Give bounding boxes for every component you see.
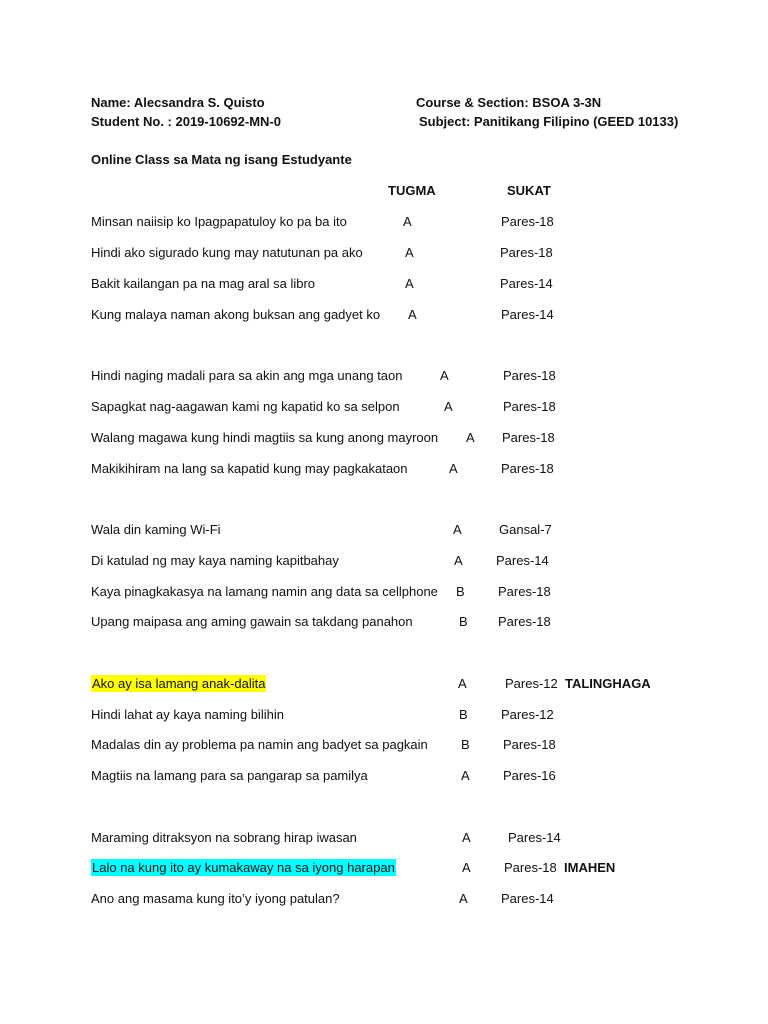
tugma-value: A <box>453 522 462 537</box>
poem-line: Maraming ditraksyon na sobrang hirap iwasan <box>91 830 357 845</box>
figure-of-speech-note: IMAHEN <box>564 860 616 875</box>
poem-title: Online Class sa Mata ng isang Estudyante <box>91 152 352 167</box>
tugma-value: B <box>456 584 465 599</box>
poem-line: Bakit kailangan pa na mag aral sa libro <box>91 276 316 291</box>
poem-line: Ano ang masama kung ito’y iyong patulan? <box>91 891 340 906</box>
sukat-value: Pares-14 <box>508 830 561 845</box>
poem-line: Madalas din ay problema pa namin ang badyet sa pagkain <box>91 737 428 752</box>
poem-line: Upang maipasa ang aming gawain sa takdang panahon <box>91 614 413 629</box>
tugma-value: A <box>458 676 467 691</box>
tugma-value: A <box>444 399 453 414</box>
tugma-value: B <box>459 614 468 629</box>
poem-line: Hindi ako sigurado kung may natutunan pa ako <box>91 245 363 260</box>
sukat-value: Pares-14 <box>501 891 554 906</box>
poem-line: Kaya pinagkakasya na lamang namin ang data sa cellphone <box>91 584 438 599</box>
tugma-value: A <box>405 276 414 291</box>
poem-line: Minsan naiisip ko Ipagpapatuloy ko pa ba ito <box>91 214 347 229</box>
poem-line: Sapagkat nag-aagawan kami ng kapatid ko sa selpon <box>91 399 400 414</box>
poem-line: Magtiis na lamang para sa pangarap sa pamilya <box>91 768 368 783</box>
sukat-value: Pares-18 <box>503 399 556 414</box>
sukat-value: Pares-14 <box>496 553 549 568</box>
tugma-value: B <box>461 737 470 752</box>
tugma-value: A <box>459 891 468 906</box>
sukat-value: Pares-18 <box>498 614 551 629</box>
sukat-value: Pares-18 <box>501 214 554 229</box>
tugma-value: A <box>461 768 470 783</box>
tugma-value: A <box>466 430 475 445</box>
tugma-value: A <box>454 553 463 568</box>
tugma-value: A <box>440 368 449 383</box>
poem-line: Hindi lahat ay kaya naming bilihin <box>91 707 284 722</box>
sukat-value: Gansal-7 <box>499 522 552 537</box>
poem-line: Hindi naging madali para sa akin ang mga unang taon <box>91 368 403 383</box>
sukat-value: Pares-16 <box>503 768 556 783</box>
sukat-value: Pares-14 <box>500 276 553 291</box>
tugma-value: B <box>459 707 468 722</box>
tugma-value: A <box>408 307 417 322</box>
poem-line: Wala din kaming Wi-Fi <box>91 522 221 537</box>
poem-line: Kung malaya naman akong buksan ang gadyet ko <box>91 307 381 322</box>
sukat-value: Pares-18 <box>504 860 557 875</box>
poem-line: Di katulad ng may kaya naming kapitbahay <box>91 553 339 568</box>
sukat-value: Pares-12 <box>501 707 554 722</box>
sukat-value: Pares-18 <box>500 245 553 260</box>
sukat-value: Pares-18 <box>503 368 556 383</box>
course-section: Course & Section: BSOA 3-3N <box>416 95 602 110</box>
tugma-value: A <box>449 461 458 476</box>
figure-of-speech-note: TALINGHAGA <box>565 676 651 691</box>
poem-line: Walang magawa kung hindi magtiis sa kung anong mayroon <box>91 430 439 445</box>
column-header-tugma: TUGMA <box>388 183 436 198</box>
sukat-value: Pares-18 <box>503 737 556 752</box>
tugma-value: A <box>405 245 414 260</box>
sukat-value: Pares-12 <box>505 676 558 691</box>
student-number: Student No. : 2019-10692-MN-0 <box>91 114 281 129</box>
sukat-value: Pares-14 <box>501 307 554 322</box>
sukat-value: Pares-18 <box>502 430 555 445</box>
subject: Subject: Panitikang Filipino (GEED 10133) <box>419 114 679 129</box>
poem-line: Makikihiram na lang sa kapatid kung may pagkakataon <box>91 461 408 476</box>
tugma-value: A <box>403 214 412 229</box>
poem-line: Ako ay isa lamang anak-dalita <box>92 676 266 691</box>
sukat-value: Pares-18 <box>501 461 554 476</box>
poem-line: Lalo na kung ito ay kumakaway na sa iyong harapan <box>92 860 395 875</box>
tugma-value: A <box>462 860 471 875</box>
column-header-sukat: SUKAT <box>507 183 551 198</box>
sukat-value: Pares-18 <box>498 584 551 599</box>
student-name: Name: Alecsandra S. Quisto <box>91 95 265 110</box>
tugma-value: A <box>462 830 471 845</box>
